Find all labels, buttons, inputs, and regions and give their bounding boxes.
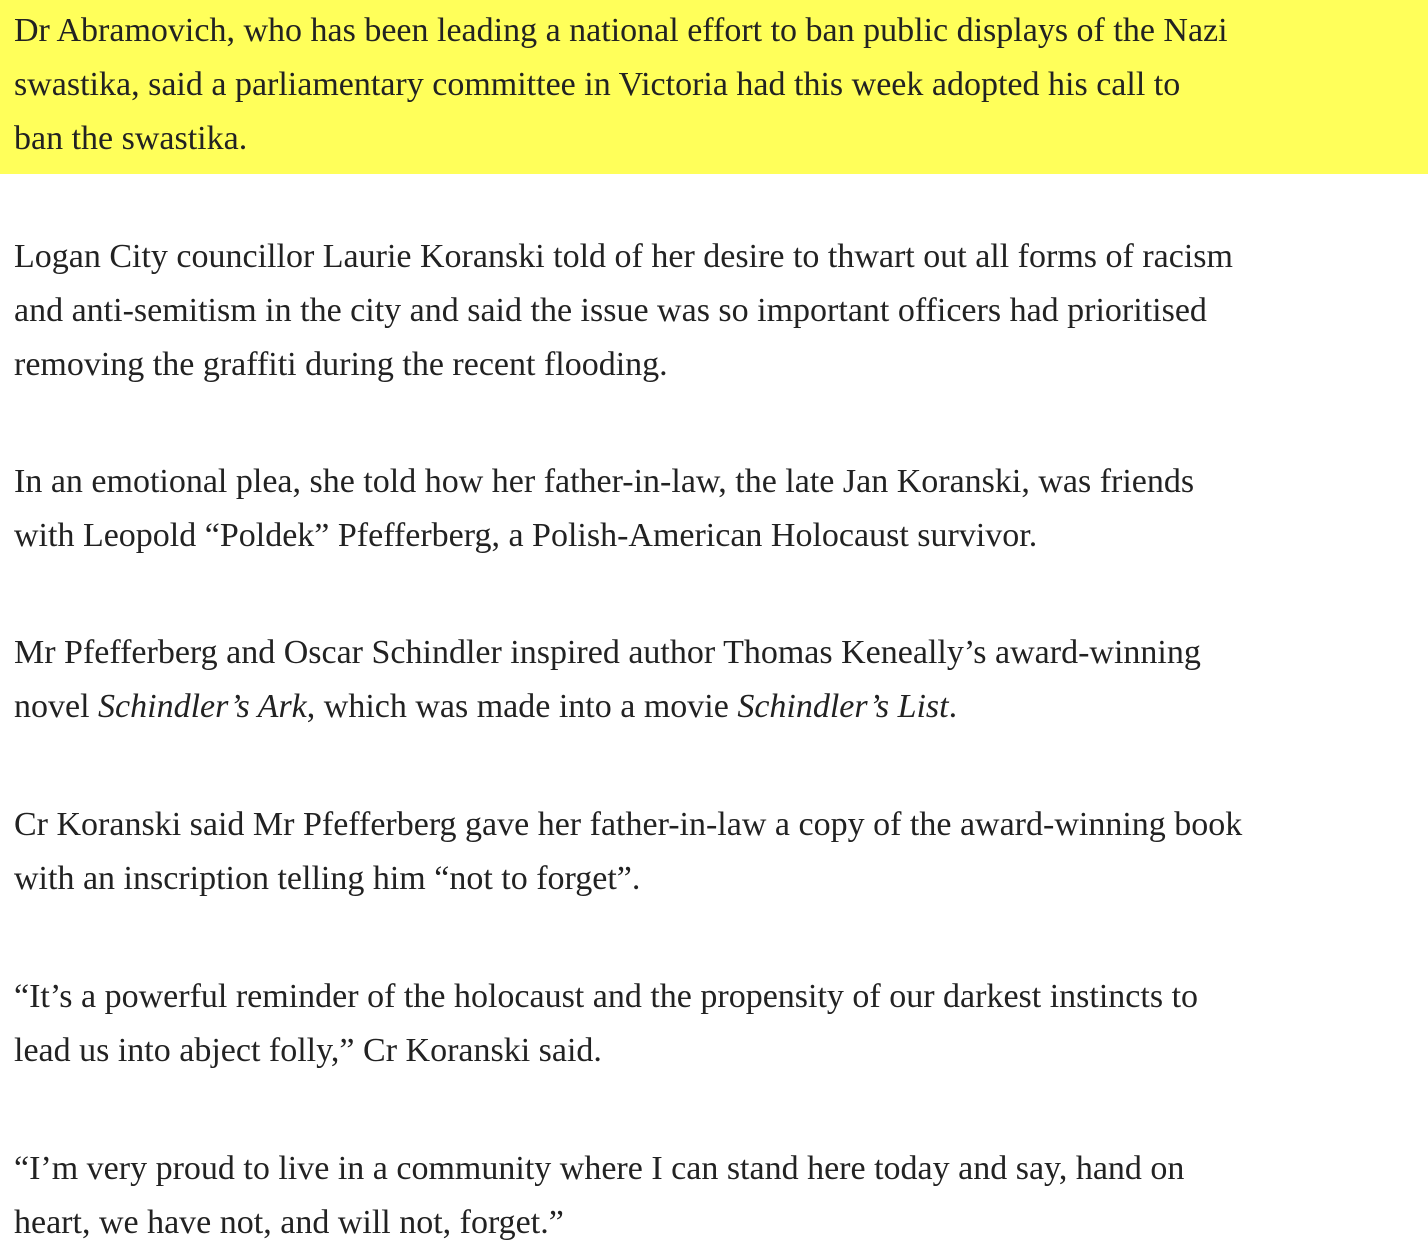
paragraph-line: In an emotional plea, she told how her father-in-law, the late Jan Koranski, was friends <box>14 463 1195 500</box>
paragraph-quote-reminder <box>0 970 1428 1078</box>
text-run: . <box>948 688 958 725</box>
highlighted-paragraph <box>0 0 1428 174</box>
paragraph-quote-community <box>0 1142 1428 1250</box>
paragraph-line: removing the graffiti during the recent flooding. <box>14 346 668 383</box>
paragraph-line <box>14 680 1428 734</box>
paragraph-line: and anti-semitism in the city and said the issue was so important officers had prioritised <box>14 292 1207 329</box>
paragraph-inscription <box>0 798 1428 906</box>
paragraph-line: Mr Pfefferberg and Oscar Schindler inspired author Thomas Keneally’s award-winning <box>14 634 1201 671</box>
paragraph-line: ban the swastika. <box>14 120 248 157</box>
paragraph-line: lead us into abject folly,” Cr Koranski said. <box>14 1032 602 1069</box>
text-run: novel <box>14 688 99 725</box>
paragraph-line: Dr Abramovich, who has been leading a national effort to ban public displays of the Nazi <box>14 12 1228 49</box>
paragraph-line: “I’m very proud to live in a community where I can stand here today and say, hand on <box>14 1150 1185 1187</box>
paragraph-line: heart, we have not, and will not, forget.” <box>14 1204 564 1241</box>
paragraph-line: with an inscription telling him “not to forget”. <box>14 860 641 897</box>
book-title: Schindler’s Ark <box>98 688 307 725</box>
paragraph-line: “It’s a powerful reminder of the holocaust and the propensity of our darkest instincts to <box>14 978 1199 1015</box>
paragraph-emotional-plea <box>0 455 1428 563</box>
text-run: , which was made into a movie <box>306 688 738 725</box>
paragraph-schindler <box>0 626 1428 734</box>
paragraph-koranski-intro <box>0 230 1428 392</box>
movie-title: Schindler’s List <box>737 688 949 725</box>
paragraph-line: Cr Koranski said Mr Pfefferberg gave her father-in-law a copy of the award-winning book <box>14 806 1243 843</box>
paragraph-line: Logan City councillor Laurie Koranski told of her desire to thwart out all forms of racism <box>14 238 1233 275</box>
paragraph-line: swastika, said a parliamentary committee in Victoria had this week adopted his call to <box>14 66 1181 103</box>
paragraph-line: with Leopold “Poldek” Pfefferberg, a Polish-American Holocaust survivor. <box>14 517 1038 554</box>
